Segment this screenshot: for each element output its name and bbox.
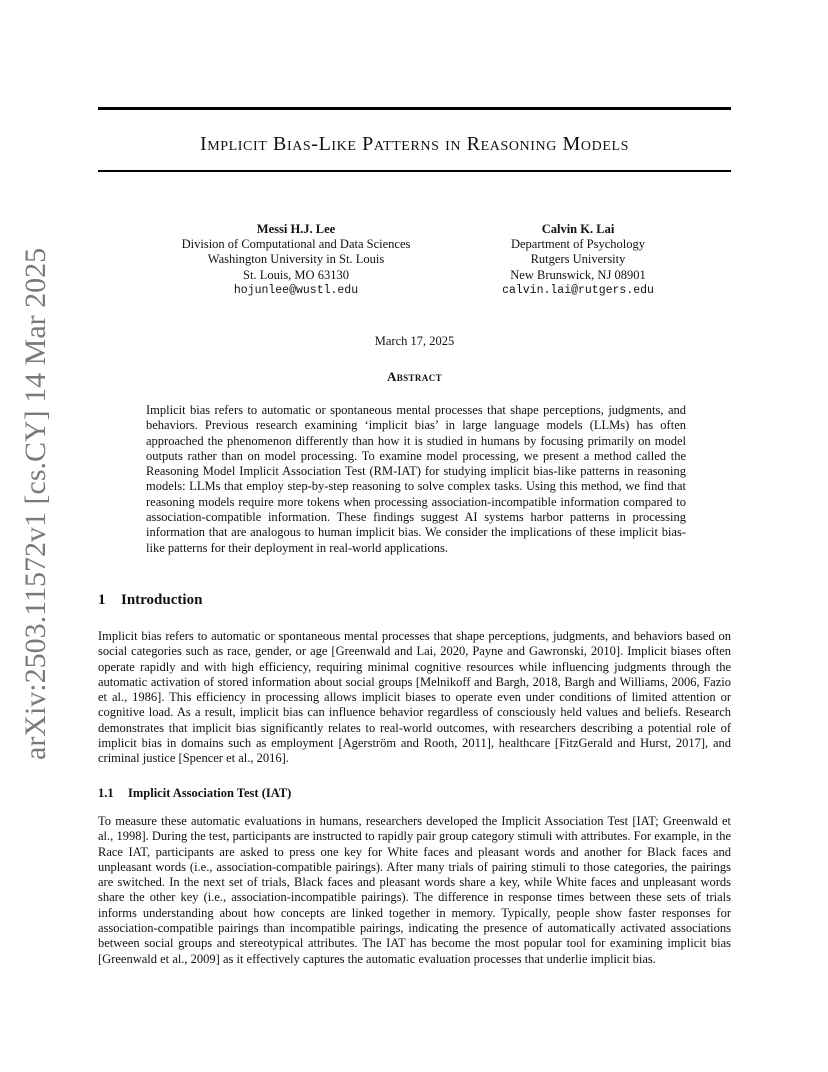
author-affiliation: Washington University in St. Louis [207,252,385,267]
section-number: 1 [98,592,106,608]
title-rule-bottom [98,170,731,172]
iat-paragraph: To measure these automatic evaluations in humans, researchers developed the Implicit Association Test [IAT; Greenwald et al., 1998]. During the test, participants are instructed to rapidly pair group category stimuli with attributes. For example, in the Race IAT, participants are asked to press one key for White faces and pleasant words and another for Black faces and unpleasant words (i.e., association-compatible pairings). After many trials of pairing stimuli to those categories, the pairings are switched. In the next set of trials, Black faces and pleasant words share a key, while White faces and unpleasant words share the other key (i.e., association-incompatible pairings). The difference in response times between these sets of trials informs understanding about how concepts are linked together in memory. Typically, people show faster responses for association-compatible pairings than incompatible pairings, indicating the presence of automatically activated associations between social groups and stereotypical attributes. The IAT has become the most popular tool for examining implicit bias [Greenwald et al., 2009] as it effectively captures the automatic evaluation processes that underlie implicit bias. [98,814,731,966]
author-block-1 [160,222,432,298]
author-affiliation: St. Louis, MO 63130 [243,267,349,282]
author-affiliation: Division of Computational and Data Sciences [181,237,411,252]
author-affiliation: Department of Psychology [510,237,645,252]
introduction-paragraph: Implicit bias refers to automatic or spontaneous mental processes that shape perceptions, judgments, and behaviors based on social categories such as race, gender, or age [Greenwald and Lai, 2020, Payne and Gawronski, 2010]. Implicit biases often operate rapidly and with high efficiency, requiring minimal cognitive resources while influencing judgments through the automatic activation of stored information about social groups [Melnikoff and Bargh, 2018, Bargh and Williams, 2006, Fazio et al., 1986]. This efficiency in processing allows implicit biases to operate even under conditions of limited attention or cognitive load. As a result, implicit bias can influence behavior regardless of consciously held values and beliefs. Research demonstrates that implicit bias significantly relates to real-world outcomes, with researchers describing a potential role of implicit bias in domains such as employment [Agerström and Rooth, 2011], healthcare [FitzGerald and Hurst, 2017], and criminal justice [Spencer et al., 2016]. [98,629,731,766]
section-heading [98,592,202,609]
author-name: Calvin K. Lai [541,222,615,236]
subsection-title: Implicit Association Test (IAT) [128,786,292,800]
section-title: Introduction [121,592,203,608]
abstract-heading: Abstract [386,369,443,384]
subsection-heading [98,786,291,801]
author-name: Messi H.J. Lee [256,222,336,236]
arxiv-identifier[interactable]: arXiv:2503.11572v1 [cs.CY] 14 Mar 2025 [19,247,52,760]
publication-date: March 17, 2025 [374,334,455,348]
abstract-text: Implicit bias refers to automatic or spontaneous mental processes that shape perceptions, judgments, and behaviors. Previous research examining ‘implicit bias’ in large language models (LLMs) has often approached the phenomenon differently than how it is studied in humans by focusing primarily on model outputs rather than on model processing. To examine model processing, we present a method called the Reasoning Model Implicit Association Test (RM-IAT) for studying implicit bias-like patterns in reasoning models: LLMs that employ step-by-step reasoning to solve complex tasks. Using this method, we find that reasoning models require more tokens when processing association-incompatible information compared to association-compatible information. These findings suggest AI systems harbor patterns in processing information that are analogous to human implicit bias. We consider the implications of these implicit bias-like patterns for their deployment in real-world applications. [146,403,686,555]
paper-title: Implicit Bias-Like Patterns in Reasoning Models [199,133,630,155]
author-affiliation: Rutgers University [530,252,626,267]
author-affiliation: New Brunswick, NJ 08901 [510,267,646,282]
subsection-number: 1.1 [98,786,114,800]
author-email[interactable]: calvin.lai@rutgers.edu [502,283,654,297]
author-email[interactable]: hojunlee@wustl.edu [233,283,359,297]
title-rule-top [98,107,731,110]
author-block-2 [470,222,686,298]
